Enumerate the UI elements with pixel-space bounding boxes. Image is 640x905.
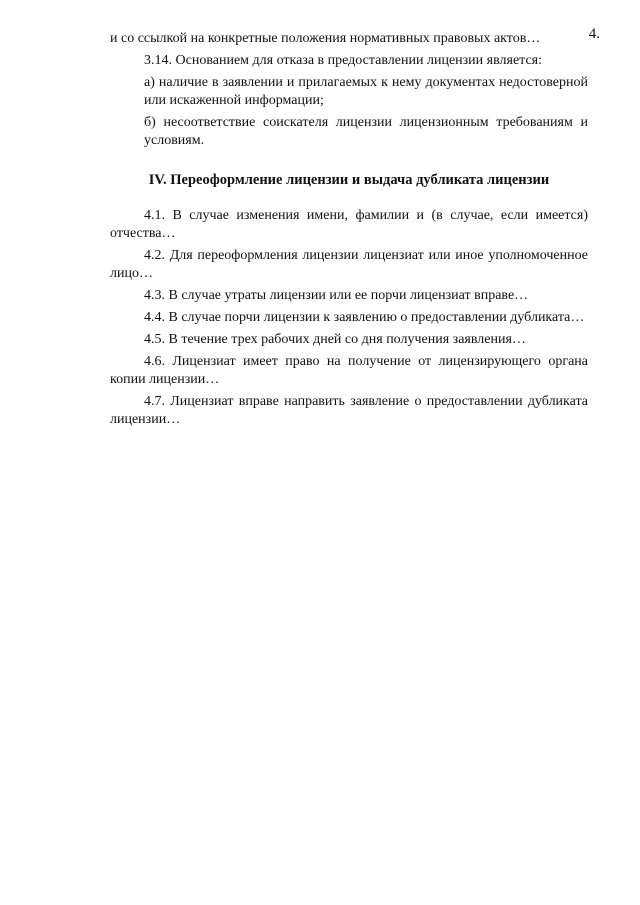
section-title: IV. Переоформление лицензии и выдача дубликата лицензии: [148, 172, 550, 188]
clause-4-3: 4.3. В случае утраты лицензии или ее порчи лицензиат вправе…: [144, 288, 529, 303]
clause-4-7: 4.7. Лицензиат вправе направить заявление о предоставлении дубликата лицензии…: [110, 394, 588, 427]
clause-3-14-item-b: б) несоответствие соискателя лицензии лицензионным требованиям и условиям.: [144, 115, 588, 148]
clause-4-5: 4.5. В течение трех рабочих дней со дня получения заявления…: [144, 332, 526, 347]
continuation-paragraph: и со ссылкой на конкретные положения нормативных правовых актов…: [110, 31, 541, 46]
clause-list: [110, 207, 588, 429]
clause-4-1: 4.1. В случае изменения имени, фамилии и (в случае, если имеется) отчества…: [110, 208, 588, 241]
clause-4-4: 4.4. В случае порчи лицензии к заявлению о предоставлении дубликата…: [144, 310, 585, 325]
clause-3-14-item-a: а) наличие в заявлении и прилагаемых к нему документах недостоверной или искаженной информации;: [144, 75, 588, 108]
clause-3-14-lead: 3.14. Основанием для отказа в предоставлении лицензии является:: [144, 53, 542, 68]
page-number: 4.: [588, 26, 600, 42]
clause-4-2: 4.2. Для переоформления лицензии лицензиат или иное уполномоченное лицо…: [110, 248, 588, 281]
clause-4-6: 4.6. Лицензиат имеет право на получение от лицензирующего органа копии лицензии…: [110, 354, 588, 387]
